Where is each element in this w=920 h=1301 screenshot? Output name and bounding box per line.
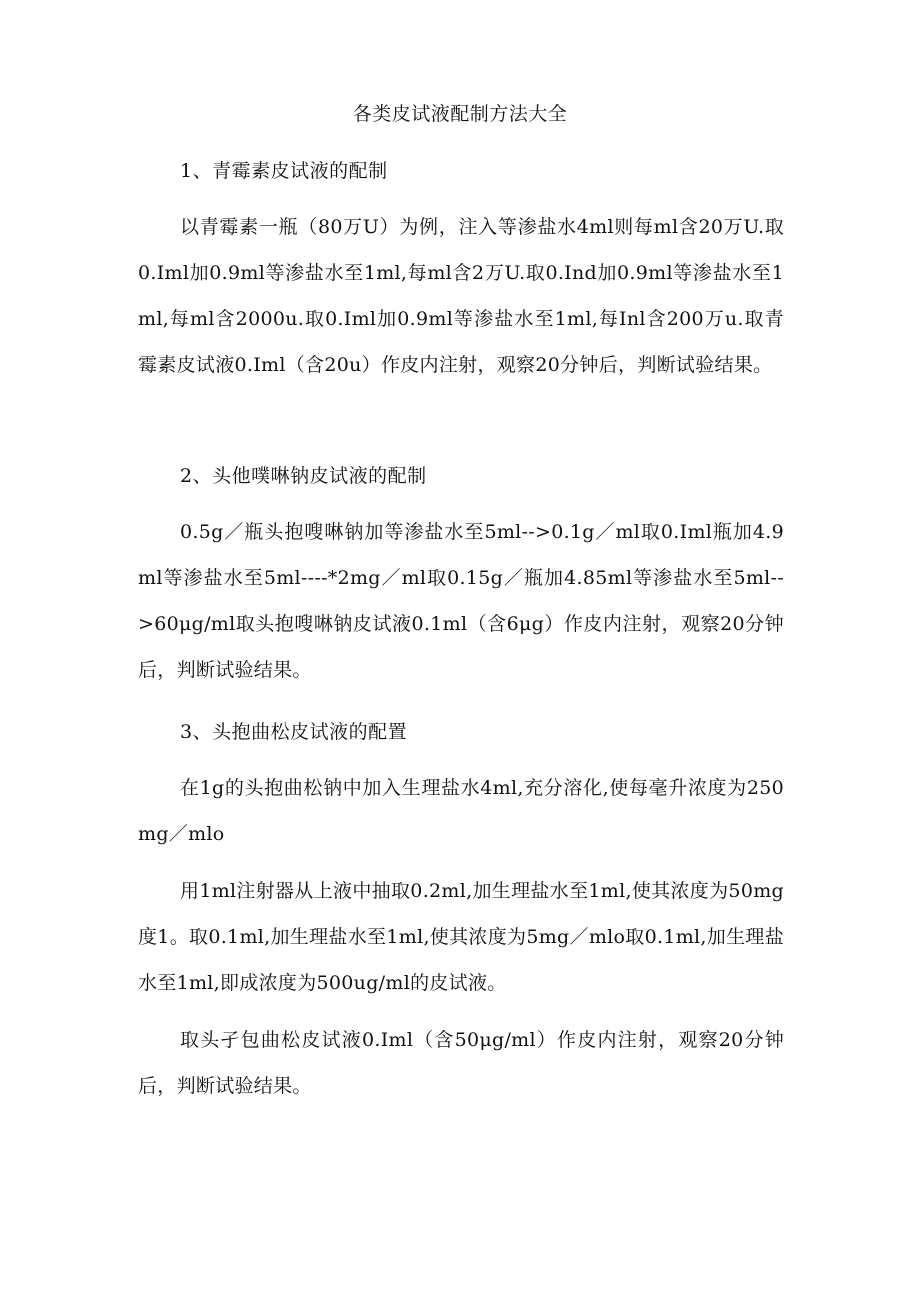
paragraph-ceftriaxone-test: 取头孑包曲松皮试液0.Iml（含50μg/ml）作皮内注射，观察20分钟后，判断试验结果。 [138, 1029, 784, 1097]
paragraph-ceftriaxone-dilute: 用1ml注射器从上液中抽取0.2ml,加生理盐水至1ml,使其浓度为50mg度1。取0.1ml,加生理盐水至1ml,使其浓度为5mg／mlo取0.1ml,加生理盐水至1ml,即成浓度为500ug/ml的皮试液。 [138, 880, 784, 994]
section-heading-penicillin: 1、青霉素皮试液的配制 [180, 160, 388, 182]
paragraph-penicillin: 以青霉素一瓶（80万U）为例，注入等渗盐水4ml则每ml含20万U.取0.Iml加0.9ml等渗盐水至1ml,每ml含2万U.取0.Ind加0.9ml等渗盐水至1ml,每ml含2000u.取0.Iml加0.9ml等渗盐水至1ml,每Inl含200万u.取青霉素皮试液0.Iml（含20u）作皮内注射，观察20分钟后，判断试验结果。 [138, 216, 784, 376]
paragraph-cefazolin: 0.5g／瓶头抱嗖啉钠加等渗盐水至5ml-->0.1g／ml取0.Iml瓶加4.9ml等渗盐水至5ml----*2mg／ml取0.15g／瓶加4.85ml等渗盐水至5ml-->60μg/ml取头抱嗖啉钠皮试液0.1ml（含6μg）作皮内注射，观察20分钟后，判断试验结果。 [138, 521, 784, 681]
document-title: 各类皮试液配制方法大全 [352, 103, 568, 125]
section-heading-cefazolin: 2、头他噗啉钠皮试液的配制 [180, 465, 427, 487]
paragraph-ceftriaxone-dissolve: 在1g的头抱曲松钠中加入生理盐水4ml,充分溶化,使每毫升浓度为250mg／mlo [138, 777, 784, 845]
section-heading-ceftriaxone: 3、头抱曲松皮试液的配置 [180, 721, 408, 743]
